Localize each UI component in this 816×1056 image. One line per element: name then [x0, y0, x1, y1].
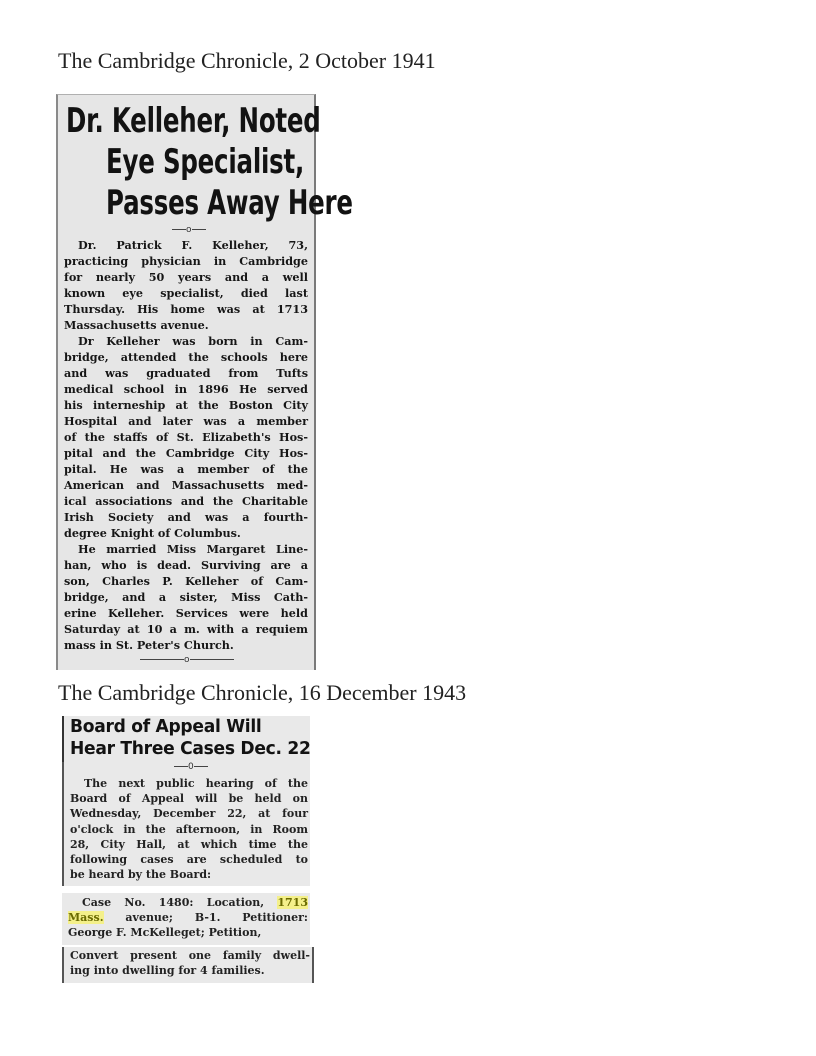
text-line: Dr. Patrick F. Kelleher, 73, [78, 238, 308, 252]
text-line: American and Massachusetts med- [64, 478, 308, 492]
case-line-3: George F. McKelleget; Petition, [68, 926, 262, 940]
text-line: his interneship at the Boston City [64, 398, 308, 412]
text-line: and was graduated from Tufts [64, 366, 308, 380]
text-line: practicing physician in Cambridge [64, 254, 308, 268]
text-line: He married Miss Margaret Line- [78, 542, 308, 556]
text-line: ical associations and the Charitable [64, 494, 308, 508]
text-line: be heard by the Board: [70, 868, 212, 882]
obituary-headline-line-3: Passes Away Here [106, 183, 353, 223]
obituary-body [64, 237, 308, 653]
text-line: Saturday at 10 a m. with a requiem [64, 622, 308, 636]
notice-intro-block [62, 762, 310, 886]
text-line: Board of Appeal will be held on [70, 792, 308, 806]
text-line: medical school in 1896 He served [64, 382, 308, 396]
notice-petition-text [70, 948, 310, 978]
text-line: bridge, attended the schools here [64, 350, 308, 364]
caption-1941: The Cambridge Chronicle, 2 October 1941 [58, 48, 436, 73]
text-line: erine Kelleher. Services were held [64, 606, 308, 620]
text-line: known eye specialist, died last [64, 286, 308, 300]
text-line: bridge, and a sister, Miss Cath- [64, 590, 308, 604]
text-line: of the staffs of St. Elizabeth's Hos- [64, 430, 308, 444]
text-line: pital and the Cambridge City Hos- [64, 446, 308, 460]
text-line: Irish Society and was a fourth- [64, 510, 308, 524]
notice-divider: 0 [174, 762, 208, 772]
caption-1943: The Cambridge Chronicle, 16 December 1943 [58, 680, 467, 705]
text-line: pital. He was a member of the [64, 462, 308, 476]
text-line: degree Knight of Columbus. [64, 526, 241, 540]
text-line: Convert present one family dwell- [70, 949, 310, 962]
obituary-divider: o [172, 225, 206, 235]
text-line: 28, City Hall, at which time the [70, 837, 308, 851]
text-line: Massachusetts avenue. [64, 318, 209, 332]
obituary-headline-line-2: Eye Specialist, [106, 142, 305, 182]
text-line: Hospital and later was a member [64, 414, 308, 428]
highlight-1713: 1713 [277, 896, 308, 909]
notice-headline-line-1: Board of Appeal Will [70, 716, 262, 737]
text-line: The next public hearing of the [84, 777, 308, 790]
notice-petition-block [62, 947, 314, 983]
text-line: for nearly 50 years and a well [64, 270, 308, 284]
text-line: han, who is dead. Surviving are a [64, 558, 308, 572]
text-line: ing into dwelling for 4 families. [70, 964, 265, 978]
text-line: Thursday. His home was at 1713 [64, 302, 308, 316]
notice-headline-line-2: Hear Three Cases Dec. 22 [70, 738, 311, 759]
notice-case-text [68, 895, 308, 941]
case-line-2: Mass. avenue; B-1. Petitioner: [68, 911, 308, 925]
obituary-headline-line-1: Dr. Kelleher, Noted [66, 101, 321, 141]
text-line: Dr Kelleher was born in Cam- [78, 334, 308, 348]
obituary-clipping [56, 94, 353, 670]
highlight-mass: Mass. [68, 911, 104, 925]
text-line: mass in St. Peter's Church. [64, 638, 234, 652]
notice-intro-text [70, 776, 308, 882]
notice-case-block [62, 893, 310, 945]
text-line: Wednesday, December 22, at four [70, 807, 308, 821]
text-line: o'clock in the afternoon, in Room [70, 822, 308, 836]
text-line: son, Charles P. Kelleher of Cam- [64, 574, 308, 588]
case-line-1: Case No. 1480: Location, 1713 [82, 896, 308, 909]
notice-headline-block [62, 716, 310, 762]
obituary-end-mark: o [140, 655, 234, 665]
text-line: following cases are scheduled to [70, 853, 308, 867]
